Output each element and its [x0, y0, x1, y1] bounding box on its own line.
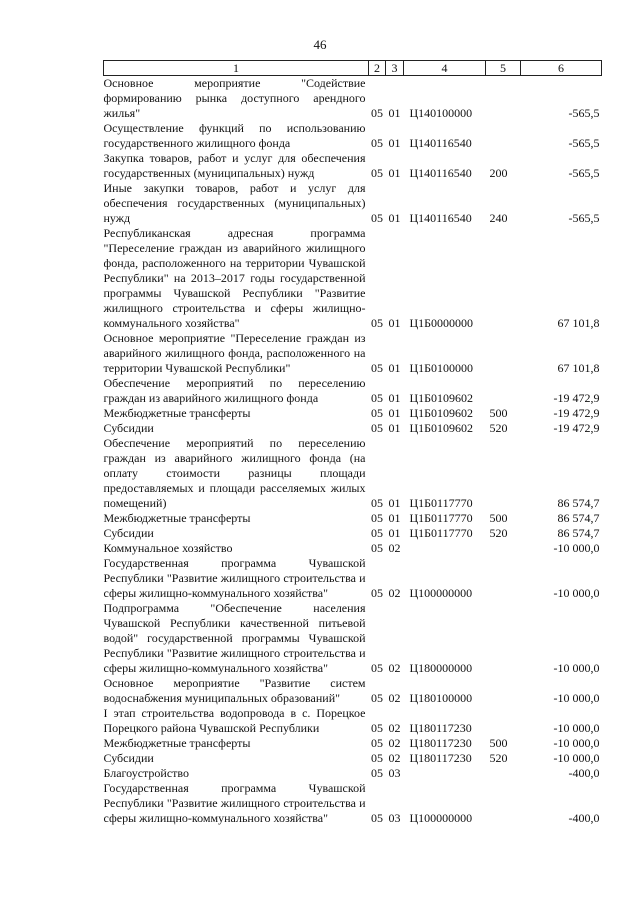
table-row — [104, 526, 602, 541]
row-expense-type: 240 — [489, 211, 508, 225]
row-expense-type — [486, 556, 521, 601]
row-section: 05 — [371, 421, 383, 435]
table-row — [104, 76, 602, 122]
table-row — [104, 151, 602, 181]
row-target-item — [404, 541, 486, 556]
row-subsection: 02 — [388, 661, 401, 675]
row-subsection: 01 — [388, 526, 401, 540]
row-section: 05 — [371, 511, 383, 525]
table-row — [104, 601, 602, 676]
row-name: I этап строительства водопровода в с. Порецкое Порецкого района Чувашской Республики — [103, 706, 366, 735]
row-target-item: Ц1Б0117770 — [409, 496, 473, 510]
row-section: 05 — [371, 136, 383, 150]
table-row — [104, 181, 602, 226]
row-amount: -400,0 — [568, 811, 600, 825]
row-name: Государственная программа Чувашской Республики "Развитие жилищного строительства и сферы жилищно-коммунального хозяйства" — [103, 556, 366, 600]
row-target-item: Ц1Б0117770 — [409, 526, 473, 540]
row-name: Республиканская адресная программа "Переселение граждан из аварийного жилищного фонда, расположенного на территории Чувашской Республики" на 2013–2017 годы государственной программы Чувашской Республики "Развитие жилищного строительства и сферы жилищно-коммунального хозяйства" — [103, 226, 366, 330]
row-amount: -10 000,0 — [553, 751, 600, 765]
row-target-item: Ц1Б0109602 — [409, 406, 474, 420]
row-expense-type — [486, 331, 521, 376]
row-target-item — [404, 766, 486, 781]
table-row — [104, 376, 602, 406]
row-section: 05 — [371, 106, 383, 120]
row-target-item: Ц180117230 — [409, 721, 472, 735]
column-header-name: 1 — [104, 61, 369, 76]
row-target-item: Ц180100000 — [409, 691, 473, 705]
row-subsection: 01 — [388, 406, 401, 420]
row-expense-type — [486, 226, 521, 331]
row-section: 05 — [371, 406, 383, 420]
row-target-item: Ц1Б0100000 — [409, 361, 474, 375]
row-section: 05 — [371, 316, 383, 330]
row-amount: 67 101,8 — [557, 316, 600, 330]
table-row — [104, 706, 602, 736]
row-target-item: Ц1Б0117770 — [409, 511, 473, 525]
row-amount: -565,5 — [568, 166, 600, 180]
row-target-item: Ц180117230 — [409, 751, 472, 765]
row-amount: -10 000,0 — [553, 586, 600, 600]
row-subsection: 02 — [388, 691, 401, 705]
row-amount: -10 000,0 — [553, 691, 600, 705]
table-row — [104, 736, 602, 751]
row-name: Подпрограмма "Обеспечение населения Чувашской Республики качественной питьевой водой" государственной программы Чувашской Республики "Развитие жилищного строительства и сферы жилищно-коммунального хозяйства" — [103, 601, 366, 675]
table-row — [104, 331, 602, 376]
row-section: 05 — [371, 721, 383, 735]
column-header-subsection: 3 — [386, 61, 404, 76]
row-name: Межбюджетные трансферты — [103, 736, 251, 750]
row-subsection: 01 — [388, 421, 401, 435]
row-section: 05 — [371, 391, 383, 405]
row-expense-type: 500 — [489, 511, 508, 525]
row-section: 05 — [371, 166, 383, 180]
row-subsection: 03 — [388, 766, 401, 780]
row-amount: -10 000,0 — [553, 736, 600, 750]
table-row — [104, 436, 602, 511]
row-amount: -19 472,9 — [553, 391, 600, 405]
page-number: 46 — [313, 37, 327, 52]
row-section: 05 — [371, 496, 383, 510]
row-expense-type — [486, 436, 521, 511]
row-name: Иные закупки товаров, работ и услуг для обеспечения государственных (муниципальных) нужд — [103, 181, 366, 225]
row-expense-type — [486, 706, 521, 736]
row-section: 05 — [371, 751, 383, 765]
table-row — [104, 781, 602, 826]
row-expense-type — [486, 676, 521, 706]
column-header-amount: 6 — [521, 61, 602, 76]
row-section: 05 — [371, 736, 383, 750]
row-expense-type — [486, 376, 521, 406]
row-target-item: Ц100000000 — [409, 811, 473, 825]
row-amount: -19 472,9 — [553, 421, 600, 435]
row-section: 05 — [371, 586, 383, 600]
row-target-item: Ц100000000 — [409, 586, 473, 600]
table-row — [104, 121, 602, 151]
row-subsection: 01 — [388, 391, 401, 405]
row-name: Основное мероприятие "Переселение граждан из аварийного жилищного фонда, расположенного на территории Чувашской Республики" — [103, 331, 366, 375]
row-amount: -400,0 — [568, 766, 600, 780]
row-amount: -565,5 — [568, 211, 600, 225]
table-row — [104, 421, 602, 436]
row-expense-type — [486, 766, 521, 781]
row-expense-type — [486, 121, 521, 151]
row-amount: 86 574,7 — [557, 511, 600, 525]
row-name: Обеспечение мероприятий по переселению граждан из аварийного жилищного фонда (на оплату стоимости разницы площади предоставляемых и площади расселяемых жилых помещений) — [103, 436, 366, 510]
row-section: 05 — [371, 661, 383, 675]
row-expense-type: 200 — [489, 166, 508, 180]
row-target-item: Ц1Б0000000 — [409, 316, 474, 330]
row-name: Благоустройство — [103, 766, 190, 780]
table-row — [104, 541, 602, 556]
row-subsection: 01 — [388, 106, 401, 120]
budget-table — [103, 60, 602, 826]
row-name: Основное мероприятие "Содействие формированию рынка доступного арендного жилья" — [103, 76, 366, 120]
table-row — [104, 556, 602, 601]
column-header-section: 2 — [369, 61, 386, 76]
row-expense-type — [486, 76, 521, 122]
row-subsection: 01 — [388, 211, 401, 225]
row-subsection: 01 — [388, 136, 401, 150]
row-subsection: 02 — [388, 586, 401, 600]
row-expense-type: 500 — [489, 736, 508, 750]
row-name: Основное мероприятие "Развитие систем водоснабжения муниципальных образований" — [103, 676, 366, 705]
row-name: Закупка товаров, работ и услуг для обеспечения государственных (муниципальных) нужд — [103, 151, 366, 180]
row-name: Субсидии — [103, 526, 154, 540]
row-subsection: 02 — [388, 751, 401, 765]
row-amount: 86 574,7 — [557, 526, 600, 540]
table-body — [104, 76, 602, 827]
row-section: 05 — [371, 691, 383, 705]
row-subsection: 02 — [388, 736, 401, 750]
row-section: 05 — [371, 541, 383, 555]
row-name: Межбюджетные трансферты — [103, 406, 251, 420]
row-target-item: Ц140100000 — [409, 106, 473, 120]
row-subsection: 01 — [388, 511, 401, 525]
row-subsection: 01 — [388, 361, 401, 375]
row-section: 05 — [371, 361, 383, 375]
row-name: Субсидии — [103, 421, 154, 435]
row-target-item: Ц1Б0109602 — [409, 391, 474, 405]
row-target-item: Ц140116540 — [409, 166, 472, 180]
table-row — [104, 676, 602, 706]
table-row — [104, 511, 602, 526]
row-amount: -10 000,0 — [553, 541, 600, 555]
row-target-item: Ц140116540 — [409, 136, 472, 150]
row-expense-type: 520 — [489, 526, 508, 540]
row-target-item: Ц180117230 — [409, 736, 472, 750]
row-expense-type — [486, 781, 521, 826]
row-section: 05 — [371, 211, 383, 225]
row-amount: -19 472,9 — [553, 406, 600, 420]
row-amount: -565,5 — [568, 136, 600, 150]
column-header-target-item: 4 — [404, 61, 486, 76]
row-target-item: Ц1Б0109602 — [409, 421, 474, 435]
row-amount: -10 000,0 — [553, 721, 600, 735]
row-expense-type — [486, 541, 521, 556]
row-subsection: 02 — [388, 541, 401, 555]
table-row — [104, 406, 602, 421]
row-name: Государственная программа Чувашской Республики "Развитие жилищного строительства и сферы жилищно-коммунального хозяйства" — [103, 781, 366, 825]
row-section: 05 — [371, 811, 383, 825]
row-expense-type: 500 — [489, 406, 508, 420]
row-amount: -10 000,0 — [553, 661, 600, 675]
row-subsection: 02 — [388, 721, 401, 735]
row-target-item: Ц180000000 — [409, 661, 473, 675]
row-name: Коммунальное хозяйство — [103, 541, 233, 555]
row-expense-type — [486, 601, 521, 676]
row-name: Субсидии — [103, 751, 154, 765]
table-row — [104, 766, 602, 781]
row-amount: 67 101,8 — [557, 361, 600, 375]
row-target-item: Ц140116540 — [409, 211, 472, 225]
row-subsection: 01 — [388, 496, 401, 510]
table-row — [104, 226, 602, 331]
row-section: 05 — [371, 526, 383, 540]
column-header-expense-type: 5 — [486, 61, 521, 76]
row-subsection: 01 — [388, 166, 401, 180]
row-section: 05 — [371, 766, 383, 780]
row-subsection: 01 — [388, 316, 401, 330]
table-row — [104, 751, 602, 766]
row-expense-type: 520 — [489, 421, 508, 435]
row-amount: -565,5 — [568, 106, 600, 120]
row-name: Обеспечение мероприятий по переселению граждан из аварийного жилищного фонда — [103, 376, 366, 405]
row-expense-type: 520 — [489, 751, 508, 765]
row-name: Межбюджетные трансферты — [103, 511, 251, 525]
row-subsection: 03 — [388, 811, 401, 825]
table-header-row — [104, 61, 602, 76]
row-name: Осуществление функций по использованию государственного жилищного фонда — [103, 121, 366, 150]
row-amount: 86 574,7 — [557, 496, 600, 510]
